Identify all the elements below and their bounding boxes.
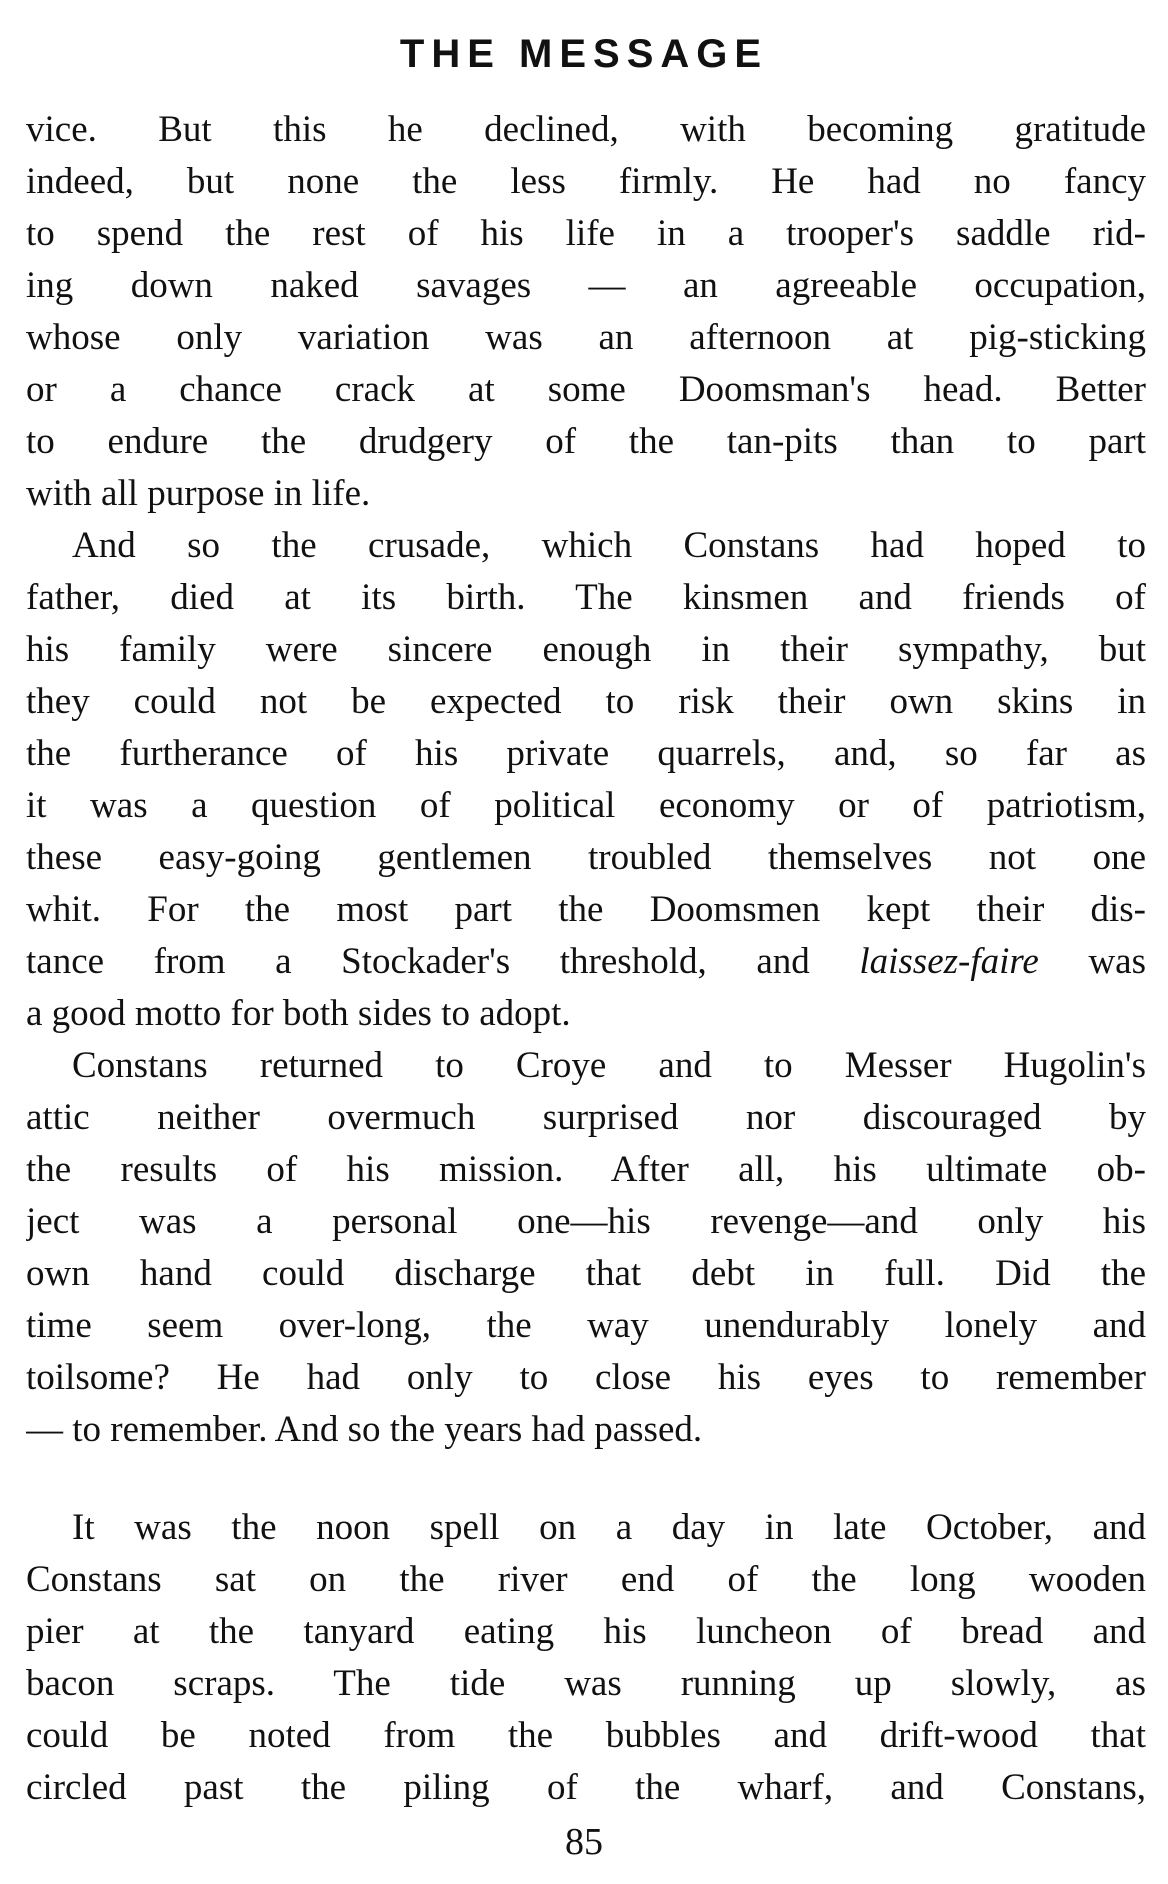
paragraph <box>26 1040 1146 1456</box>
text-line: to endure the drudgery of the tan-pits than to part <box>26 421 1146 462</box>
text-line: the results of his mission. After all, his ultimate ob- <box>26 1149 1146 1190</box>
text-line: Constans sat on the river end of the long wooden <box>26 1559 1146 1600</box>
text-line: with all purpose in life. <box>26 473 371 514</box>
text-line: ing down naked savages — an agreeable occupation, <box>26 265 1146 306</box>
text-line: — to remember. And so the years had passed. <box>26 1409 703 1450</box>
paragraph <box>26 520 1146 1040</box>
text-line: vice. But this he declined, with becoming gratitude <box>26 109 1146 150</box>
text-line: these easy-going gentlemen troubled themselves not one <box>26 837 1146 878</box>
body-text <box>26 104 1146 1814</box>
text-line: father, died at its birth. The kinsmen and friends of <box>26 577 1146 618</box>
text-line: circled past the piling of the wharf, and Constans, <box>26 1767 1146 1808</box>
text-line: to spend the rest of his life in a trooper's saddle rid- <box>26 213 1146 254</box>
text-line: own hand could discharge that debt in full. Did the <box>26 1253 1146 1294</box>
text-segment: tance from a Stockader's threshold, and <box>26 941 860 982</box>
text-line: the furtherance of his private quarrels, and, so far as <box>26 733 1146 774</box>
text-line: whose only variation was an afternoon at pig-sticking <box>26 317 1146 358</box>
text-line: they could not be expected to risk their own skins in <box>26 681 1146 722</box>
text-line: bacon scraps. The tide was running up slowly, as <box>26 1663 1146 1704</box>
text-line: or a chance crack at some Doomsman's head. Better <box>26 369 1146 410</box>
text-line: It was the noon spell on a day in late October, and <box>72 1507 1146 1548</box>
text-line: attic neither overmuch surprised nor discouraged by <box>26 1097 1146 1138</box>
text-line: whit. For the most part the Doomsmen kept their dis- <box>26 889 1146 930</box>
text-segment: was <box>1038 941 1146 982</box>
text-line-with-italic <box>26 936 1146 988</box>
text-line: Constans returned to Croye and to Messer Hugolin's <box>72 1045 1146 1086</box>
text-line: And so the crusade, which Constans had hoped to <box>72 525 1146 566</box>
italic-phrase: laissez-faire <box>859 941 1039 982</box>
section-break <box>26 1456 1146 1502</box>
text-line: could be noted from the bubbles and drift-wood that <box>26 1715 1146 1756</box>
text-line: indeed, but none the less firmly. He had no fancy <box>26 161 1146 202</box>
paragraph <box>26 104 1146 520</box>
running-head: THE MESSAGE <box>399 32 769 76</box>
text-line: pier at the tanyard eating his luncheon of bread and <box>26 1611 1146 1652</box>
text-line: ject was a personal one—his revenge—and only his <box>26 1201 1146 1242</box>
text-line: it was a question of political economy or of patriotism, <box>26 785 1146 826</box>
paragraph <box>26 1502 1146 1814</box>
text-line: his family were sincere enough in their sympathy, but <box>26 629 1146 670</box>
text-line: time seem over-long, the way unendurably lonely and <box>26 1305 1146 1346</box>
page-number: 85 <box>565 1821 603 1863</box>
text-line: a good motto for both sides to adopt. <box>26 993 571 1034</box>
text-line: toilsome? He had only to close his eyes to remember <box>26 1357 1146 1398</box>
